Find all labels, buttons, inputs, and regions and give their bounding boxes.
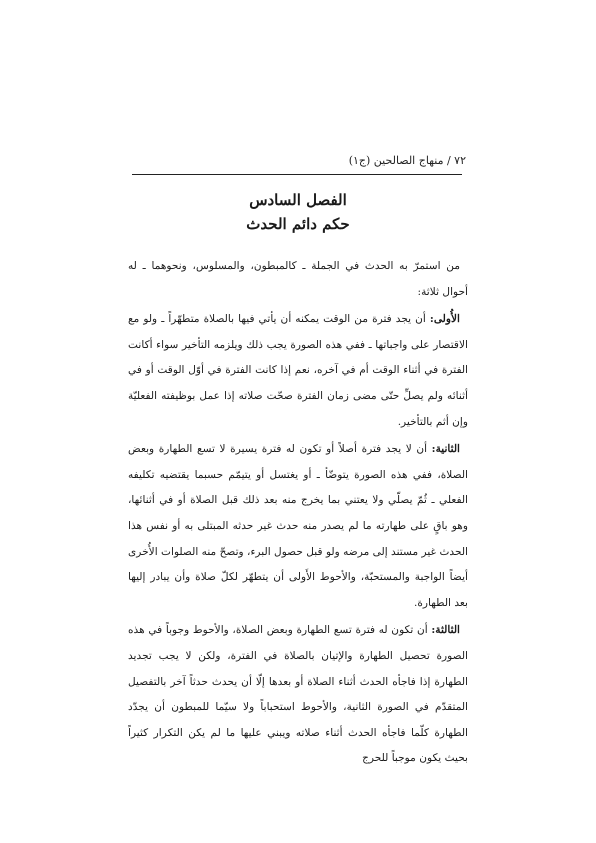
section-title: حكم دائم الحدث [246,215,350,233]
chapter-title: الفصل السادس [249,191,347,209]
page-body [128,186,468,774]
case-text: أن تكون له فترة تسع الطهارة وبعض الصلاة، والأحوط وجوباً في هذه الصورة تحصيل الطهارة والإتيان بالصلاة في الفترة، ولكن لا يجب تجديد الطهارة إذا فاجأه الحدث أثناء الصلاة أو بعدها إلّا أن يحدث حدثاً آخر بالتفصيل المتقدّم في الصورة الثانية، والأحوط استحباباً ولا سيّما للمبطون أن يجدّد الطهارة كلّما فاجأه الحدث أثناء صلاته ويبني عليها ما لم يكن التكرار كثيراً بحيث يكون موجباً للحرج [128,624,468,765]
running-head: ٧٢ / منهاج الصالحين (ج١) [348,154,466,167]
case-paragraph-second [128,437,468,616]
case-lead: الثانية: [431,443,460,456]
case-paragraph-first [128,307,468,435]
intro-paragraph: من استمرّ به الحدث في الجملة ـ كالمبطون، والمسلوس، ونحوهما ـ له أحوال ثلاثة: [128,260,468,298]
case-lead: الثالثة: [431,624,460,637]
case-paragraph-third [128,618,468,772]
header-rule [132,174,462,175]
case-lead: الأُولى: [429,313,460,326]
case-text: أن يجد فترة من الوقت يمكنه أن يأتي فيها بالصلاة متطهّراً ـ ولو مع الاقتصار على واجباتها ـ ففي هذه الصورة يجب ذلك ويلزمه التأخير سواء أكانت الفترة في أثناء الوقت أم في آخره، نعم إذا كانت الفترة في أوّل الوقت أو في أثنائه ولم يصلِّ حتّى مضى زمان الفترة صحّت صلاته إذا عمل بوظيفته الفعليّة وإن أثم بالتأخير. [128,313,468,428]
case-text: أن لا يجد فترة أصلاً أو تكون له فترة يسيرة لا تسع الطهارة وبعض الصلاة، ففي هذه الصورة يتوضّأ ـ أو يغتسل أو يتيمّم حسبما يقتضيه تكليفه الفعلي ـ ثُمّ يصلّي ولا يعتني بما يخرج منه بعد ذلك قبل الصلاة أو في أثنائها، وهو باقٍ على طهارته ما لم يصدر منه حدث غير حدثه المبتلى به أو نفس هذا الحدث غير مستند إلى مرضه ولو قبل حصول البرء، وتصحّ منه الصلوات الأُخرى أيضاً الواجبة والمستحبّة، والأحوط الأَولى أن يتطهّر لكلّ صلاة وأن يبادر إليها بعد الطهارة. [128,443,468,609]
